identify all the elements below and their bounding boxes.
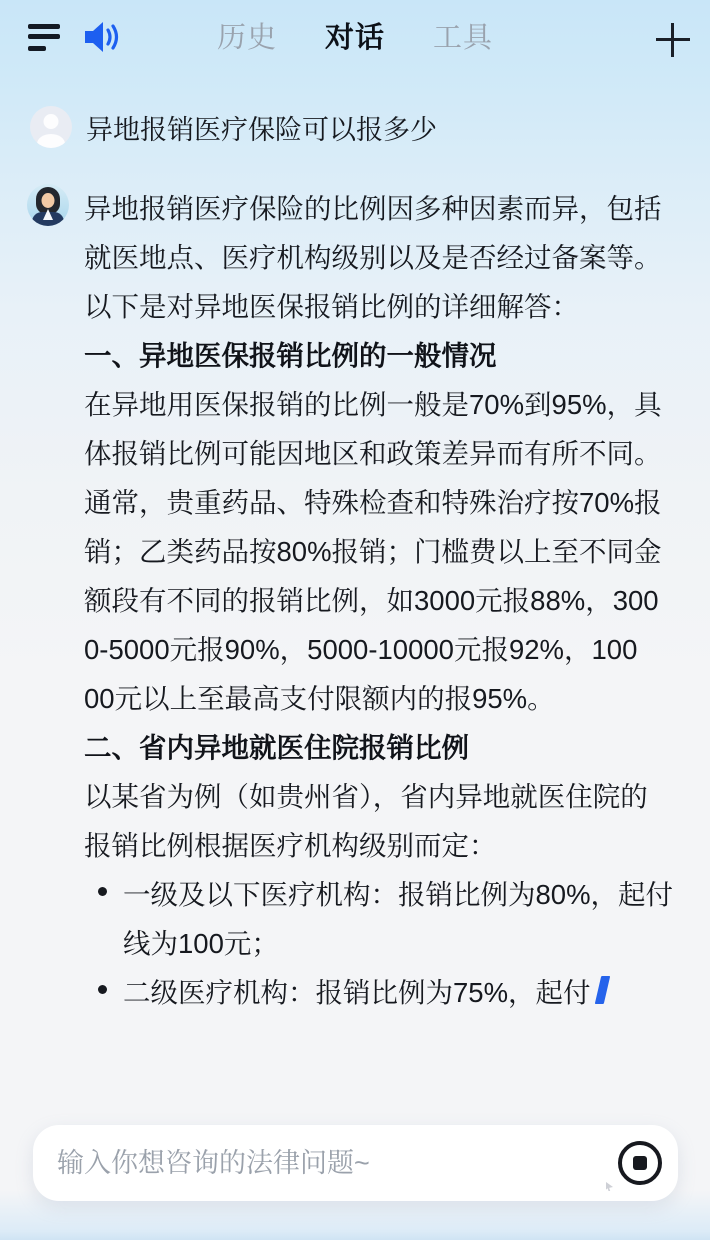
top-bar xyxy=(0,0,710,70)
assistant-avatar-shirt xyxy=(43,209,53,220)
speaker-icon[interactable] xyxy=(82,18,122,56)
assistant-message-body xyxy=(84,181,684,1014)
hamburger-menu-icon[interactable] xyxy=(28,22,60,52)
stop-icon xyxy=(633,1156,647,1170)
assistant-avatar-face xyxy=(42,193,55,208)
message-line: 异地报销医疗保险的比例因多种因素而异，包括 xyxy=(84,192,662,224)
message-line: 00元以上至最高支付限额内的报95%。 xyxy=(84,682,555,714)
bullet-item xyxy=(84,867,684,965)
user-avatar xyxy=(30,106,72,148)
message-line: 以某省为例（如贵州省），省内异地就医住院的 xyxy=(84,780,648,812)
tab-chat[interactable]: 对话 xyxy=(325,15,385,56)
message-line: 通常，贵重药品、特殊检查和特殊治疗按70%报 xyxy=(84,486,662,518)
plus-icon[interactable] xyxy=(654,21,692,59)
bullet-item xyxy=(84,965,684,1014)
message-line: 在异地用医保报销的比例一般是70%到95%，具 xyxy=(84,388,662,420)
message-line: 报销比例根据医疗机构级别而定： xyxy=(84,829,497,861)
message-line: 二级医疗机构：报销比例为75%，起付 xyxy=(123,965,684,1014)
message-line: 二、省内异地就医住院报销比例 xyxy=(84,731,469,763)
message-line: 一、异地医保报销比例的一般情况 xyxy=(84,339,497,371)
message-paragraph xyxy=(84,377,684,720)
tab-history[interactable]: 历史 xyxy=(217,15,277,56)
tab-tools[interactable]: 工具 xyxy=(433,15,493,56)
message-composer xyxy=(33,1125,678,1201)
header-tabs xyxy=(217,0,493,70)
bullet-dot xyxy=(98,887,107,896)
message-line: 体报销比例可能因地区和政策差异而有所不同。 xyxy=(84,437,662,469)
message-heading xyxy=(84,720,684,769)
message-paragraph xyxy=(84,769,684,867)
stop-button[interactable] xyxy=(618,1141,662,1185)
streaming-cursor-icon xyxy=(594,976,609,1004)
user-message-text: 异地报销医疗保险可以报多少 xyxy=(86,114,437,145)
user-avatar-body xyxy=(37,134,65,148)
message-line: 额段有不同的报销比例，如3000元报88%，300 xyxy=(84,584,659,616)
message-line: 0-5000元报90%，5000-10000元报92%，100 xyxy=(84,633,638,665)
assistant-avatar xyxy=(27,184,69,226)
user-message-row xyxy=(30,106,437,148)
message-line: 一级及以下医疗机构：报销比例为80%，起付 xyxy=(123,878,674,910)
user-avatar-head xyxy=(44,114,59,129)
message-line: 以下是对异地医保报销比例的详细解答： xyxy=(84,290,579,322)
bullet-dot xyxy=(98,985,107,994)
message-line: 就医地点、医疗机构级别以及是否经过备案等。 xyxy=(84,241,662,273)
message-paragraph xyxy=(84,181,684,328)
chat-input[interactable] xyxy=(33,1125,618,1201)
assistant-message-row xyxy=(27,184,684,1014)
message-line: 销；乙类药品按80%报销；门槛费以上至不同金 xyxy=(84,535,662,567)
message-line: 线为100元； xyxy=(123,927,279,959)
message-heading xyxy=(84,328,684,377)
